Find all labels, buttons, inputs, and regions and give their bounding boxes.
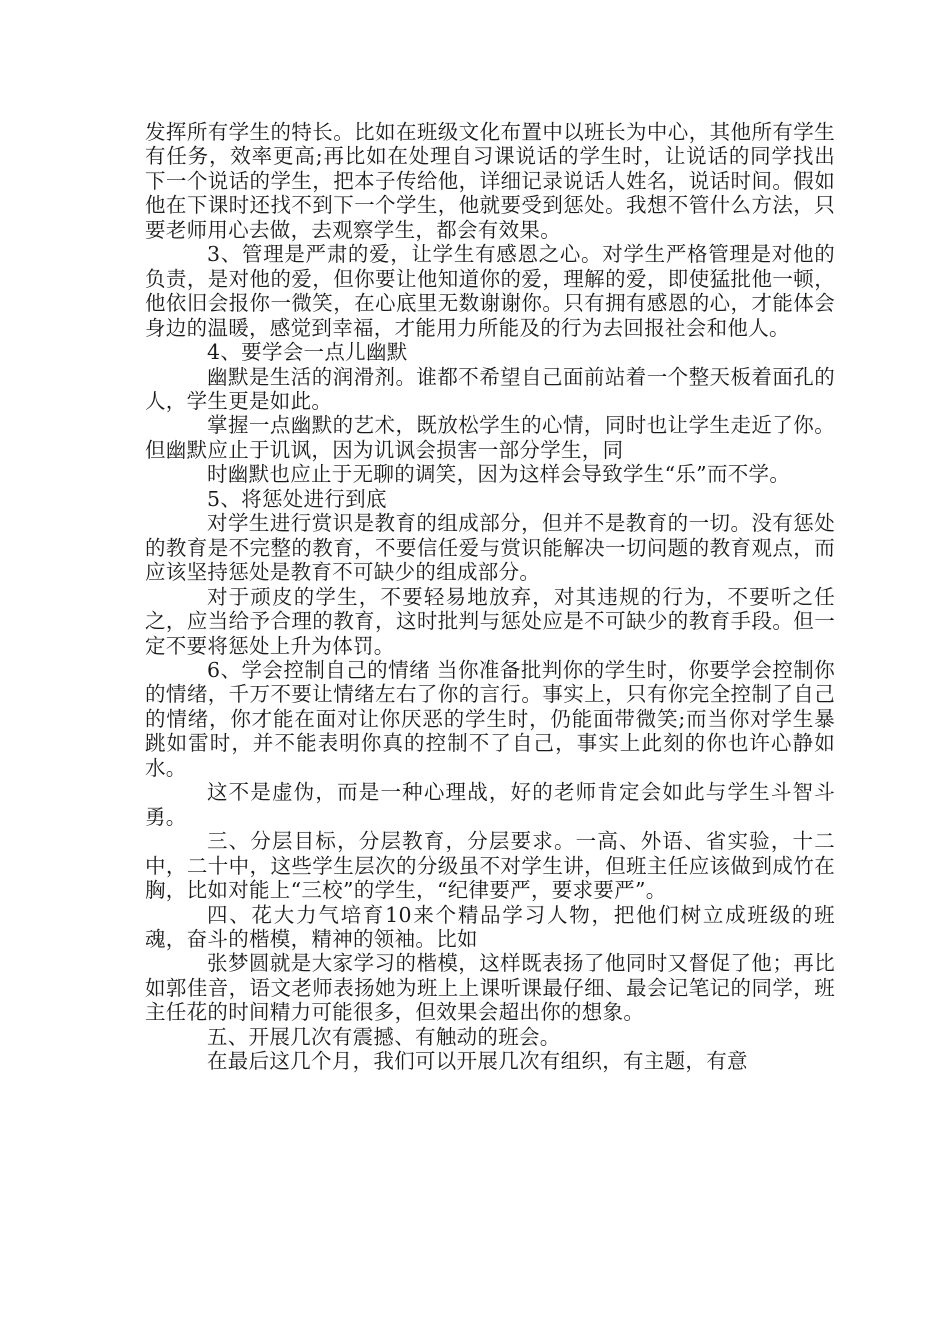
document-body — [145, 120, 835, 1074]
paragraph: 四、花大力气培育10来个精品学习人物，把他们树立成班级的班魂，奋斗的楷模，精神的领袖。比如 — [145, 902, 835, 951]
paragraph: 张梦圆就是大家学习的楷模，这样既表扬了他同时又督促了他；再比如郭佳音，语文老师表扬她为班上上课听课最仔细、最会记笔记的同学，班主任花的时间精力可能很多，但效果会超出你的想象。 — [145, 951, 835, 1025]
paragraph: 发挥所有学生的特长。比如在班级文化布置中以班长为中心，其他所有学生有任务，效率更高;再比如在处理自习课说话的学生时，让说话的同学找出下一个说话的学生，把本子传给他，详细记录说话人姓名，说话时间。假如他在下课时还找不到下一个学生，他就要受到惩处。我想不管什么方法，只要老师用心去做，去观察学生，都会有效果。 — [145, 120, 835, 242]
paragraph: 时幽默也应止于无聊的调笑，因为这样会导致学生“乐”而不学。 — [207, 462, 791, 487]
paragraph: 3、管理是严肃的爱，让学生有感恩之心。对学生严格管理是对他的负责，是对他的爱，但你要让他知道你的爱，理解的爱，即使猛批他一顿，他依旧会报你一微笑，在心底里无数谢谢你。只有拥有感恩的心，才能体会身边的温暖，感觉到幸福，才能用力所能及的行为去回报社会和他人。 — [145, 242, 835, 340]
paragraph: 对于顽皮的学生，不要轻易地放弃，对其违规的行为，不要听之任之，应当给予合理的教育，这时批判与惩处应是不可缺少的教育手段。但一定不要将惩处上升为体罚。 — [145, 584, 835, 658]
paragraph: 6、学会控制自己的情绪 当你准备批判你的学生时，你要学会控制你的情绪，千万不要让情绪左右了你的言行。事实上，只有你完全控制了自己的情绪，你才能在面对让你厌恶的学生时，仍能面带微笑;而当你对学生暴跳如雷时，并不能表明你真的控制不了自己，事实上此刻的你也许心静如水。 — [145, 657, 835, 780]
paragraph: 这不是虚伪，而是一种心理战，好的老师肯定会如此与学生斗智斗勇。 — [145, 780, 835, 829]
section-heading: 五、开展几次有震撼、有触动的班会。 — [207, 1024, 561, 1049]
paragraph: 对学生进行赏识是教育的组成部分，但并不是教育的一切。没有惩处的教育是不完整的教育，不要信任爱与赏识能解决一切问题的教育观点，而应该坚持惩处是教育不可缺少的组成部分。 — [145, 511, 835, 585]
paragraph: 三、分层目标，分层教育，分层要求。一高、外语、省实验，十二中，二十中，这些学生层次的分级虽不对学生讲，但班主任应该做到成竹在胸，比如对能上“三校”的学生，“纪律要严，要求要严”。 — [145, 829, 835, 903]
paragraph: 幽默是生活的润滑剂。谁都不希望自己面前站着一个整天板着面孔的人，学生更是如此。 — [145, 364, 835, 413]
section-heading: 5、将惩处进行到底 — [207, 486, 387, 511]
paragraph: 在最后这几个月，我们可以开展几次有组织，有主题，有意 — [207, 1049, 748, 1074]
section-heading: 4、要学会一点儿幽默 — [207, 340, 408, 365]
paragraph: 掌握一点幽默的艺术，既放松学生的心情，同时也让学生走近了你。但幽默应止于讥讽，因为讥讽会损害一部分学生，同 — [145, 413, 835, 462]
